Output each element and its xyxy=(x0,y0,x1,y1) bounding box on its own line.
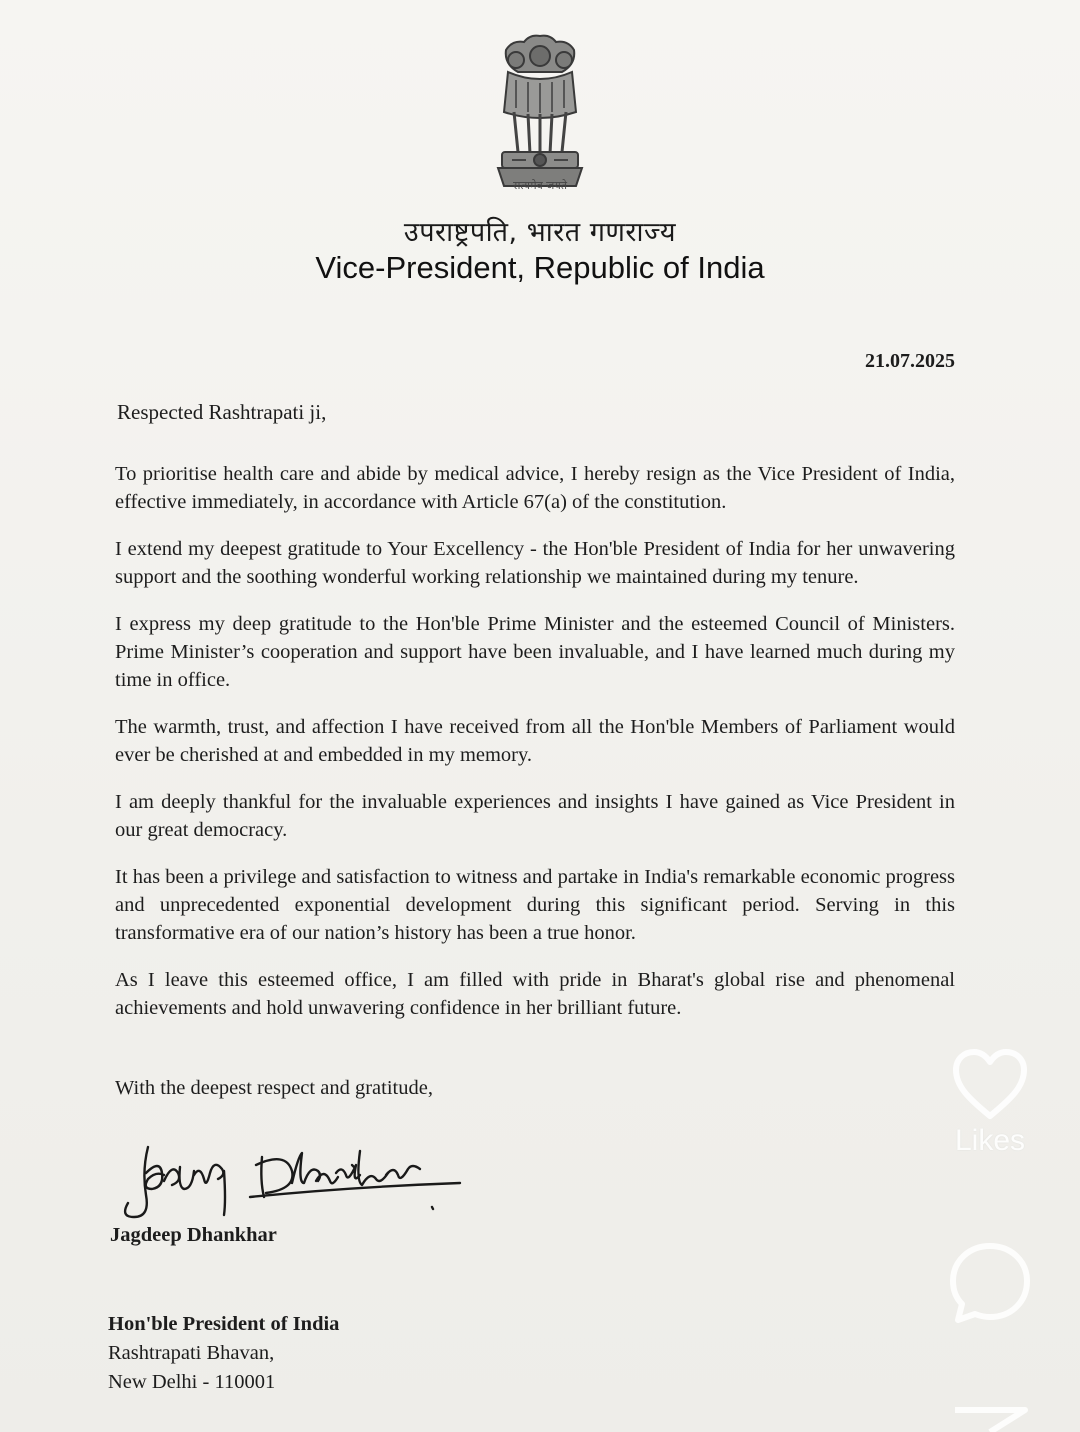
letter-paragraph: To prioritise health care and abide by medical advice, I hereby resign as the Vice President of India, effective immediately, in accordance with Article 67(a) of the constitution. xyxy=(115,463,955,513)
letter-closing: With the deepest respect and gratitude, xyxy=(115,1077,433,1099)
letter-paragraph: I am deeply thankful for the invaluable experiences and insights I have gained as Vice President in our great democracy. xyxy=(115,791,955,841)
letter-paragraph: I express my deep gratitude to the Hon'ble Prime Minister and the esteemed Council of Ministers. Prime Minister’s cooperation and support have been invaluable, and I have learned much during my time in office. xyxy=(115,613,955,691)
national-emblem-icon xyxy=(488,32,592,200)
recipient-line-1: Hon'ble President of India xyxy=(108,1313,340,1335)
letter-salutation: Respected Rashtrapati ji, xyxy=(117,400,327,424)
speech-bubble-icon xyxy=(947,1240,1033,1326)
recipient-line-3: New Delhi - 110001 xyxy=(108,1371,276,1393)
letter-date: 21.07.2025 xyxy=(865,350,955,372)
signer-name: Jagdeep Dhankhar xyxy=(110,1224,277,1246)
letter-paragraph: I extend my deepest gratitude to Your Excellency - the Hon'ble President of India for her unwavering support and the soothing wonderful working relationship we maintained during my tenure. xyxy=(115,538,955,588)
recipient-line-2: Rashtrapati Bhavan, xyxy=(108,1342,275,1364)
comment-button[interactable] xyxy=(944,1240,1036,1326)
send-arrow-icon xyxy=(947,1400,1033,1432)
letterhead-title-english: Vice-President, Republic of India xyxy=(315,250,765,285)
recipient-address xyxy=(108,1310,339,1397)
share-button[interactable] xyxy=(944,1400,1036,1432)
letter-paragraph: It has been a privilege and satisfaction to witness and partake in India's remarkable economic progress and unprecedented exponential development during this significant period. Serving in this transformative era of our nation’s history has been a true honor. xyxy=(115,866,955,944)
letterhead-title-hindi: उपराष्ट्रपति, भारत गणराज्य xyxy=(403,217,677,248)
like-button[interactable] xyxy=(944,1046,1036,1158)
heart-outline-icon xyxy=(950,1046,1030,1122)
letter-paragraph: As I leave this esteemed office, I am filled with pride in Bharat's global rise and phenomenal achievements and hold unwavering confidence in her brilliant future. xyxy=(115,969,955,1019)
letter-body xyxy=(115,460,955,1041)
emblem-motto: सत्यमेव जयते xyxy=(512,179,567,192)
handwritten-signature xyxy=(120,1135,480,1225)
letter-paragraph: The warmth, trust, and affection I have received from all the Hon'ble Members of Parliament would ever be cherished at and embedded in my memory. xyxy=(115,716,955,766)
likes-label: Likes xyxy=(954,1124,1026,1157)
